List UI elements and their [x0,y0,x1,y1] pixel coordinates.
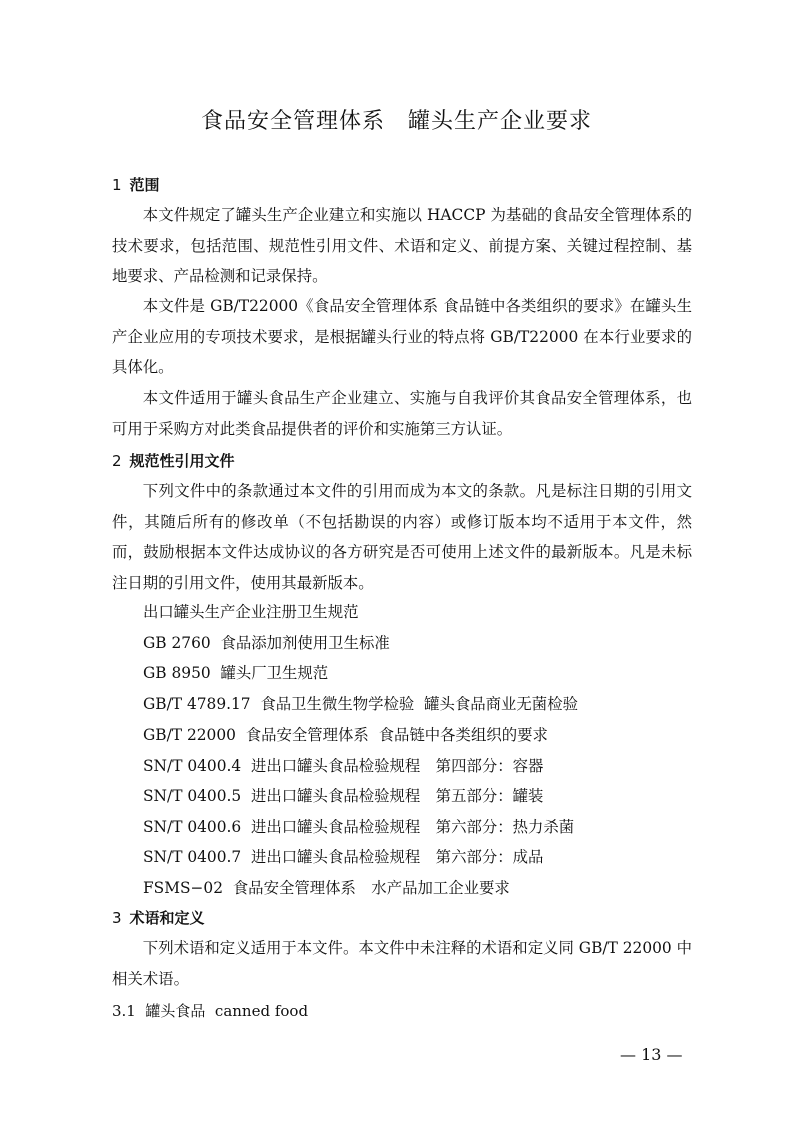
document-title: 食品安全管理体系 罐头生产企业要求 [200,109,592,134]
reference-item: FSMS−02 食品安全管理体系 水产品加工企业要求 [143,879,510,897]
section-heading-scope [112,174,160,196]
reference-item: SN/T 0400.4 进出口罐头食品检验规程 第四部分：容器 [143,757,544,775]
reference-item: GB/T 22000 食品安全管理体系 食品链中各类组织的要求 [143,726,548,744]
reference-item: GB 8950 罐头厂卫生规范 [143,664,329,682]
paragraph: 本文件是 GB/T22000《食品安全管理体系 食品链中各类组织的要求》在罐头生产企业应用的专项技术要求，是根据罐头行业的特点将 GB/T22000 在本行业要求的具体化。 [112,297,692,376]
page-number: — 13 — [620,1045,683,1064]
paragraph: 下列文件中的条款通过本文件的引用而成为本文的条款。凡是标注日期的引用文件，其随后所有的修改单（不包括勘误的内容）或修订版本均不适用于本文件，然而，鼓励根据本文件达成协议的各方研究是否可使用上述文件的最新版本。凡是未标注日期的引用文件，使用其最新版本。 [112,482,692,592]
paragraph: 本文件规定了罐头生产企业建立和实施以 HACCP 为基础的食品安全管理体系的技术要求，包括范围、规范性引用文件、术语和定义、前提方案、关键过程控制、基地要求、产品检测和记录保持。 [112,206,692,285]
reference-item: SN/T 0400.6 进出口罐头食品检验规程 第六部分：热力杀菌 [143,818,575,836]
reference-item: GB 2760 食品添加剂使用卫生标准 [143,634,390,652]
reference-item: SN/T 0400.7 进出口罐头食品检验规程 第六部分：成品 [143,848,544,866]
section-heading-terms [112,907,205,929]
reference-item: 出口罐头生产企业注册卫生规范 [143,603,359,621]
section-title: 范围 [129,176,160,194]
section-number: 3 [112,909,122,927]
section-heading-normative-references [112,450,235,472]
subsection-heading: 3.1 罐头食品 canned food [112,1002,309,1020]
section-title: 规范性引用文件 [129,452,235,470]
paragraph: 下列术语和定义适用于本文件。本文件中未注释的术语和定义同 GB/T 22000 中相关术语。 [112,939,692,988]
section-number: 1 [112,176,122,194]
reference-item: GB/T 4789.17 食品卫生微生物学检验 罐头食品商业无菌检验 [143,695,578,713]
paragraph: 本文件适用于罐头食品生产企业建立、实施与自我评价其食品安全管理体系，也可用于采购方对此类食品提供者的评价和实施第三方认证。 [112,389,692,438]
section-title: 术语和定义 [129,909,205,927]
section-number: 2 [112,452,122,470]
reference-item: SN/T 0400.5 进出口罐头食品检验规程 第五部分：罐装 [143,787,544,805]
